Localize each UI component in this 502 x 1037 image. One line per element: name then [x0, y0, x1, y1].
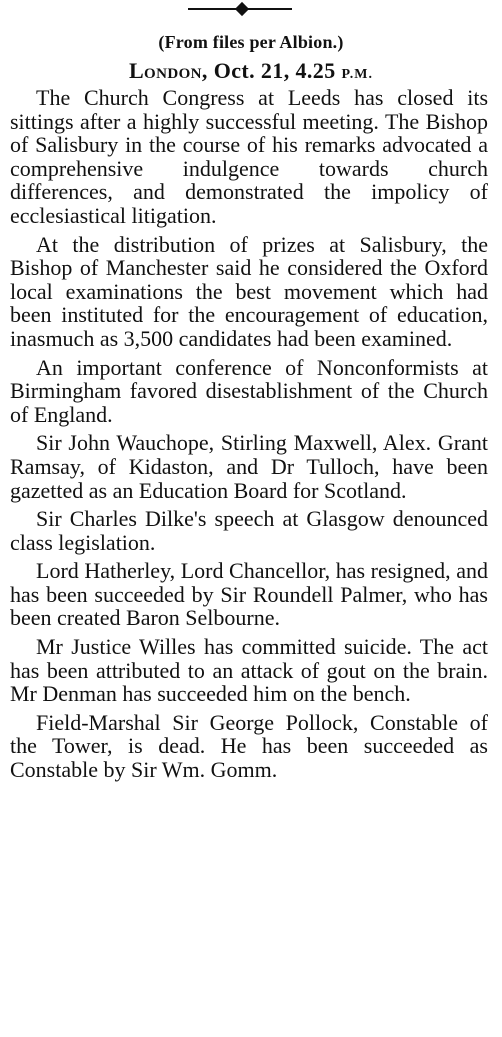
dateline-place: London [128, 58, 202, 83]
source-line: (From files per Albion.) [158, 32, 344, 52]
dateline-time: P.M. [341, 67, 373, 82]
article-body [10, 86, 488, 787]
dateline [0, 58, 502, 84]
dateline-date: , Oct. 21, 4.25 [201, 58, 336, 83]
paragraph-dilke-speech: Sir Charles Dilke's speech at Glasgow denounced class legislation. [10, 506, 488, 555]
paragraph-pollock: Field-Marshal Sir George Pollock, Constable of the Tower, is dead. He has been succeeded as Constable by Sir Wm. Gomm. [10, 709, 488, 783]
rule-ornament-icon [235, 2, 249, 16]
paragraph-education-board: Sir John Wauchope, Stirling Maxwell, Alex. Grant Ramsay, of Kidaston, and Dr Tulloch, have been gazetted as an Education Board for Scotland. [10, 430, 488, 503]
paragraph-prizes-salisbury: At the distribution of prizes at Salisbury, the Bishop of Manchester said he considered the Oxford local examinations the best movement which had been instituted for the encouragement of education, inasmuch as 3,500 candidates had been examined. [10, 231, 488, 351]
paragraph-church-congress: The Church Congress at Leeds has closed its sittings after a highly successful meeting. The Bishop of Salisbury in the course of his remarks advocated a comprehensive indulgence towards church differences, and demonstrated the impolicy of ecclesiastical litigation. [10, 85, 488, 228]
paragraph-hatherley: Lord Hatherley, Lord Chancellor, has resigned, and has been succeeded by Sir Roundell Palmer, who has been created Baron Selbourne. [10, 558, 488, 631]
paragraph-nonconformists: An important conference of Nonconformists at Birmingham favored disestablishment of the Church of England. [10, 354, 488, 427]
paragraph-justice-willes: Mr Justice Willes has committed suicide. The act has been attributed to an attack of gout on the brain. Mr Denman has succeeded him on the bench. [10, 634, 488, 707]
